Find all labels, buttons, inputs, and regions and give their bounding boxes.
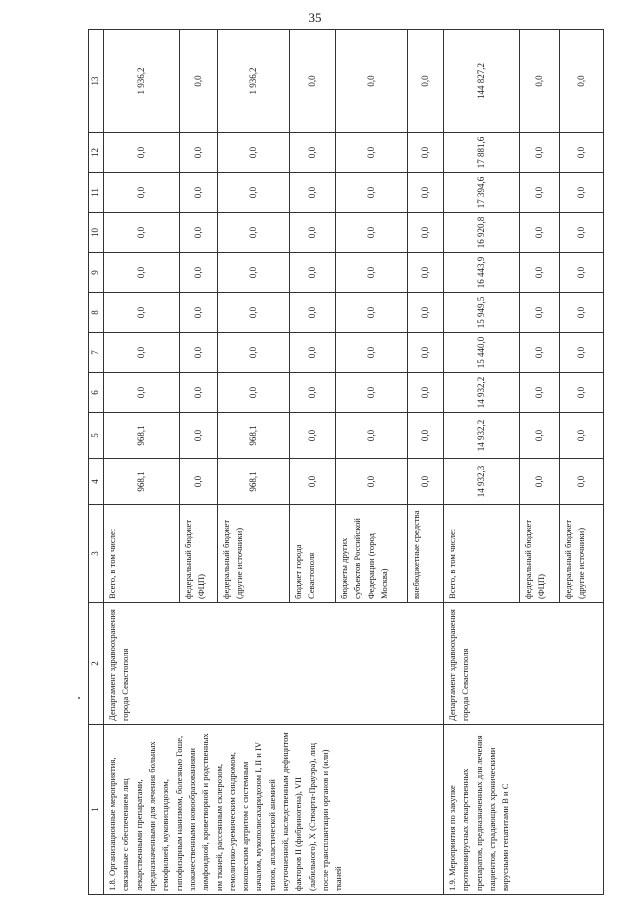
amount-cell: 16 920,8 <box>444 213 520 253</box>
budget-table <box>88 29 604 895</box>
amount-cell: 0,0 <box>218 253 290 293</box>
amount-cell: 144 827,2 <box>444 30 520 133</box>
amount-cell: 0,0 <box>218 173 290 213</box>
amount-cell: 0,0 <box>336 133 408 173</box>
amount-cell: 1 936,2 <box>104 30 180 133</box>
amount-cell: 968,1 <box>104 459 180 505</box>
amount-cell: 0,0 <box>520 133 560 173</box>
amount-cell: 0,0 <box>520 173 560 213</box>
amount-cell: 15 949,5 <box>444 293 520 333</box>
amount-cell: 0,0 <box>560 333 604 373</box>
amount-cell: 0,0 <box>180 333 218 373</box>
measure-name-cell: 1.9. Мероприятия по закупке противовирусных лекарственных препаратов, предназначенных для лечения пациентов, страдающих хроническими вирусными гепатитами В и С <box>444 725 604 895</box>
table-row <box>444 30 520 895</box>
column-number: 2 <box>89 603 104 725</box>
amount-cell: 0,0 <box>560 133 604 173</box>
scan-speck <box>78 697 80 699</box>
funding-source-cell: федеральный бюджет (ФЦП) <box>180 505 218 603</box>
amount-cell: 0,0 <box>408 293 444 333</box>
amount-cell: 0,0 <box>218 333 290 373</box>
amount-cell: 0,0 <box>218 133 290 173</box>
column-number: 10 <box>89 213 104 253</box>
measure-name-cell: 1.8. Организационные мероприятия, связанные с обеспечением лиц лекарственными препаратами, предназначенными для лечения больных гемофилией, муковисцидозом, гипофизарным нанизмом, болезнью Гоше, злокачественными новообразованиями лимфоидной, кроветворной и родственных им тканей, рассеянным склерозом, гемолитико-уремическим синдромом, юношеским артритом с системным началом, мукополисахаридозом I, II и IV типов, апластической анемией неуточненной, наследственным дефицитом факторов II (фибриногена), VII (лабильного), X (Стюарта-Прауэра), лиц после трансплантации органов и (или) тканей <box>104 725 444 895</box>
amount-cell: 0,0 <box>218 373 290 413</box>
amount-cell: 0,0 <box>290 333 336 373</box>
amount-cell: 0,0 <box>408 373 444 413</box>
amount-cell: 0,0 <box>218 213 290 253</box>
amount-cell: 0,0 <box>336 333 408 373</box>
amount-cell: 0,0 <box>408 413 444 459</box>
column-number: 1 <box>89 725 104 895</box>
funding-source-cell: федеральный бюджет (ФЦП) <box>520 505 560 603</box>
amount-cell: 0,0 <box>180 413 218 459</box>
amount-cell: 0,0 <box>520 253 560 293</box>
amount-cell: 0,0 <box>408 333 444 373</box>
amount-cell: 0,0 <box>520 213 560 253</box>
amount-cell: 0,0 <box>180 293 218 333</box>
amount-cell: 17 394,6 <box>444 173 520 213</box>
amount-cell: 0,0 <box>336 30 408 133</box>
amount-cell: 968,1 <box>218 413 290 459</box>
amount-cell: 14 932,3 <box>444 459 520 505</box>
amount-cell: 0,0 <box>336 213 408 253</box>
amount-cell: 0,0 <box>408 173 444 213</box>
amount-cell: 0,0 <box>408 253 444 293</box>
amount-cell: 0,0 <box>290 413 336 459</box>
amount-cell: 0,0 <box>104 213 180 253</box>
amount-cell: 15 440,0 <box>444 333 520 373</box>
amount-cell: 0,0 <box>336 173 408 213</box>
executor-cell: Департамент здравоохранения города Севастополя <box>104 603 444 725</box>
amount-cell: 0,0 <box>180 30 218 133</box>
amount-cell: 0,0 <box>408 30 444 133</box>
amount-cell: 0,0 <box>336 293 408 333</box>
amount-cell: 0,0 <box>336 413 408 459</box>
amount-cell: 0,0 <box>520 30 560 133</box>
amount-cell: 14 932,2 <box>444 413 520 459</box>
rotated-page-content <box>88 50 598 895</box>
amount-cell: 968,1 <box>104 413 180 459</box>
funding-source-cell: внебюджетные средства <box>408 505 444 603</box>
column-number-row <box>89 30 104 895</box>
amount-cell: 0,0 <box>104 253 180 293</box>
amount-cell: 0,0 <box>520 293 560 333</box>
amount-cell: 968,1 <box>218 459 290 505</box>
amount-cell: 16 443,9 <box>444 253 520 293</box>
column-number: 11 <box>89 173 104 213</box>
amount-cell: 0,0 <box>336 459 408 505</box>
amount-cell: 0,0 <box>104 333 180 373</box>
amount-cell: 0,0 <box>180 373 218 413</box>
amount-cell: 0,0 <box>180 213 218 253</box>
page-number: 35 <box>308 10 322 25</box>
funding-source-cell: федеральный бюджет (другие источники) <box>218 505 290 603</box>
amount-cell: 0,0 <box>180 459 218 505</box>
amount-cell: 0,0 <box>560 173 604 213</box>
amount-cell: 0,0 <box>218 293 290 333</box>
amount-cell: 0,0 <box>290 459 336 505</box>
amount-cell: 0,0 <box>560 293 604 333</box>
amount-cell: 0,0 <box>290 253 336 293</box>
amount-cell: 0,0 <box>290 173 336 213</box>
column-number: 9 <box>89 253 104 293</box>
amount-cell: 17 881,6 <box>444 133 520 173</box>
amount-cell: 0,0 <box>520 413 560 459</box>
column-number: 13 <box>89 30 104 133</box>
column-number: 5 <box>89 413 104 459</box>
amount-cell: 0,0 <box>290 30 336 133</box>
column-number: 3 <box>89 505 104 603</box>
amount-cell: 0,0 <box>290 373 336 413</box>
amount-cell: 0,0 <box>104 133 180 173</box>
amount-cell: 0,0 <box>560 30 604 133</box>
amount-cell: 0,0 <box>560 253 604 293</box>
amount-cell: 0,0 <box>290 293 336 333</box>
amount-cell: 0,0 <box>336 373 408 413</box>
column-number: 7 <box>89 333 104 373</box>
amount-cell: 0,0 <box>180 173 218 213</box>
funding-source-cell: Всего, в том числе: <box>104 505 180 603</box>
amount-cell: 0,0 <box>104 173 180 213</box>
amount-cell: 0,0 <box>180 133 218 173</box>
table-row <box>104 30 180 895</box>
amount-cell: 14 932,2 <box>444 373 520 413</box>
amount-cell: 0,0 <box>336 253 408 293</box>
column-number: 12 <box>89 133 104 173</box>
executor-cell: Департамент здравоохранения города Севастополя <box>444 603 604 725</box>
amount-cell: 0,0 <box>560 373 604 413</box>
amount-cell: 0,0 <box>520 459 560 505</box>
column-number: 4 <box>89 459 104 505</box>
amount-cell: 0,0 <box>560 213 604 253</box>
amount-cell: 0,0 <box>290 133 336 173</box>
funding-source-cell: бюджет города Севастополя <box>290 505 336 603</box>
funding-source-cell: Всего, в том числе: <box>444 505 520 603</box>
amount-cell: 0,0 <box>408 133 444 173</box>
amount-cell: 0,0 <box>104 293 180 333</box>
column-number: 8 <box>89 293 104 333</box>
funding-source-cell: федеральный бюджет (другие источники) <box>560 505 604 603</box>
amount-cell: 0,0 <box>408 213 444 253</box>
amount-cell: 0,0 <box>180 253 218 293</box>
amount-cell: 0,0 <box>290 213 336 253</box>
amount-cell: 1 936,2 <box>218 30 290 133</box>
amount-cell: 0,0 <box>408 459 444 505</box>
column-number: 6 <box>89 373 104 413</box>
amount-cell: 0,0 <box>560 413 604 459</box>
amount-cell: 0,0 <box>520 373 560 413</box>
amount-cell: 0,0 <box>520 333 560 373</box>
amount-cell: 0,0 <box>104 373 180 413</box>
funding-source-cell: бюджеты других субъектов Российской Федерации (город Москва) <box>336 505 408 603</box>
amount-cell: 0,0 <box>560 459 604 505</box>
